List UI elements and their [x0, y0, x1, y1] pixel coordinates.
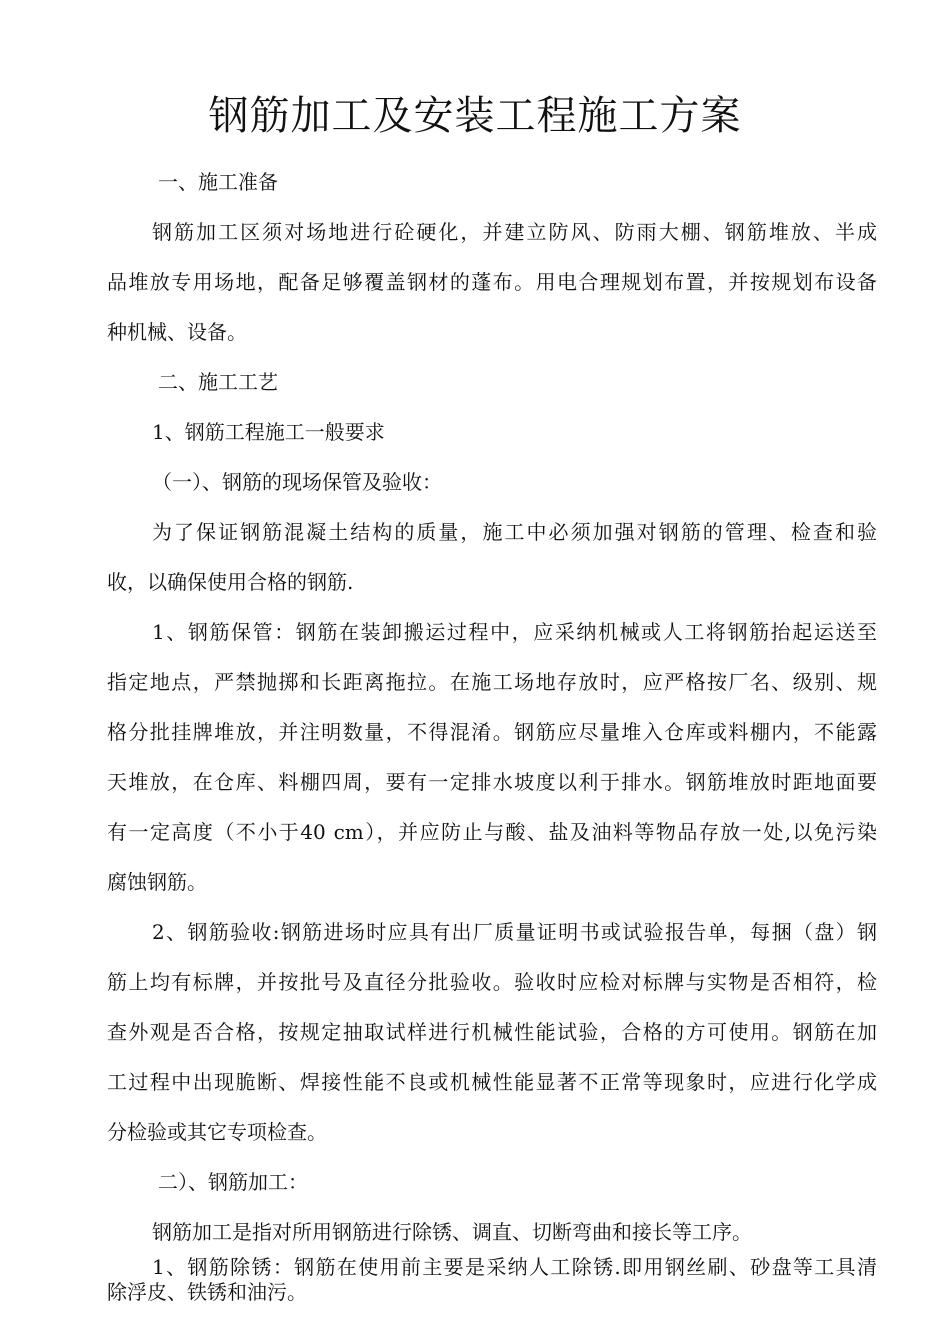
paragraph-line: 钢筋加工是指对所用钢筋进行除锈、调直、切断弯曲和接长等工序。 [152, 1220, 752, 1244]
subheading-general-requirements: 1、钢筋工程施工一般要求 [152, 420, 385, 444]
paragraph-line: 工过程中出现脆断、焊接性能不良或机械性能显著不正常等现象时，应进行化学成 [107, 1070, 877, 1094]
paragraph-line: 天堆放，在仓库、料棚四周，要有一定排水坡度以利于排水。钢筋堆放时距地面要 [107, 770, 877, 794]
paragraph-line: 品堆放专用场地，配备足够覆盖钢材的蓬布。用电合理规划布置，并按规划布设备 [107, 270, 877, 294]
paragraph-line: 钢筋加工区须对场地进行砼硬化，并建立防风、防雨大棚、钢筋堆放、半成 [152, 220, 877, 244]
document-title: 钢筋加工及安装工程施工方案 [208, 93, 742, 139]
paragraph-line: 除浮皮、铁锈和油污。 [107, 1280, 307, 1304]
paragraph-line: 指定地点，严禁抛掷和长距离拖拉。在施工场地存放时，应严格按厂名、级别、规 [107, 670, 877, 694]
paragraph-line: 1、钢筋保管：钢筋在装卸搬运过程中，应采纳机械或人工将钢筋抬起运送至 [152, 620, 877, 644]
subheading-processing: 二）、钢筋加工： [158, 1170, 308, 1194]
paragraph-line: 查外观是否合格，按规定抽取试样进行机械性能试验，合格的方可使用。钢筋在加 [107, 1020, 877, 1044]
paragraph-line: 种机械、设备。 [107, 320, 247, 344]
section-heading-process: 二、施工工艺 [158, 370, 278, 394]
paragraph-line: 1、钢筋除锈：钢筋在使用前主要是采纳人工除锈.即用钢丝刷、砂盘等工具清 [152, 1255, 877, 1279]
paragraph-line: 分检验或其它专项检查。 [107, 1120, 327, 1144]
paragraph-line: 腐蚀钢筋。 [107, 870, 207, 894]
paragraph-line: 有一定高度（不小于40 cm），并应防止与酸、盐及油料等物品存放一处,以免污染 [107, 820, 877, 844]
paragraph-line: 收，以确保使用合格的钢筋. [107, 570, 354, 594]
section-heading-preparation: 一、施工准备 [158, 170, 278, 194]
paragraph-line: 为了保证钢筋混凝土结构的质量，施工中必须加强对钢筋的管理、检查和验 [152, 520, 877, 544]
paragraph-line: 2、钢筋验收:钢筋进场时应具有出厂质量证明书或试验报告单，每捆（盘）钢 [152, 920, 877, 944]
paragraph-line: 格分批挂牌堆放，并注明数量，不得混淆。钢筋应尽量堆入仓库或料棚内，不能露 [107, 720, 877, 744]
subheading-storage-acceptance: （一）、钢筋的现场保管及验收： [152, 470, 442, 494]
paragraph-line: 筋上均有标牌，并按批号及直径分批验收。验收时应检对标牌与实物是否相符，检 [107, 970, 877, 994]
